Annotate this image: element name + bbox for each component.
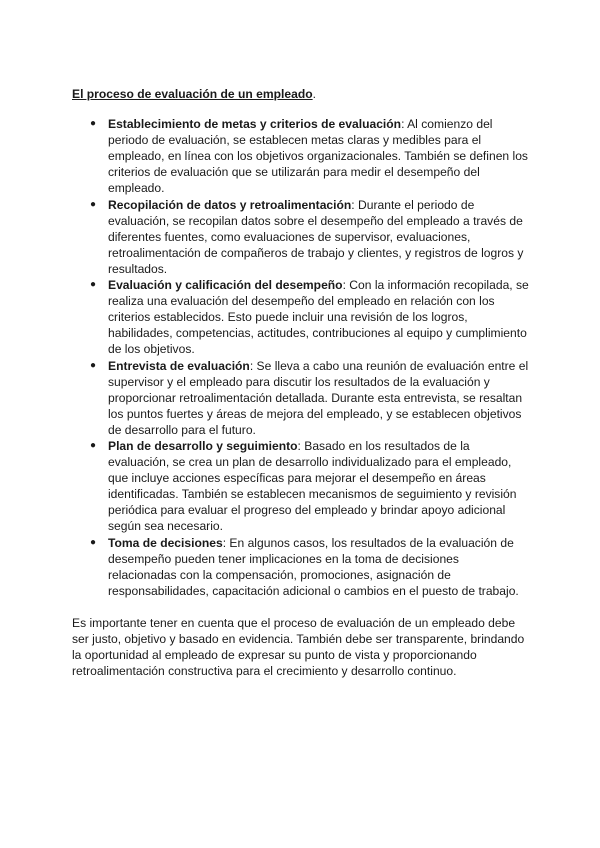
- list-item-text: : Al comienzo del periodo de evaluación, se establecen metas claras y medibles para el empleado, en línea con los objetivos organizacionales. También se definen los criterios de evaluación que se utilizarán para medir el desempeño del empleado.: [108, 117, 528, 196]
- list-item-text: : Se lleva a cabo una reunión de evaluación entre el supervisor y el empleado para discutir los resultados de la evaluación y proporcionar retroalimentación detallada. Durante esta entrevista, se resaltan los puntos fuertes y áreas de mejora del empleado, y se establecen objetivos de desarrollo para el futuro.: [108, 358, 529, 437]
- bullet-icon: ●: [90, 279, 97, 291]
- bullet-icon: ●: [90, 118, 97, 130]
- list-item-heading: Evaluación y calificación del desempeño: [108, 278, 343, 293]
- list-item: [90, 277, 530, 357]
- list-item: [90, 438, 530, 535]
- document-title: [72, 86, 530, 102]
- list-item: [90, 197, 530, 277]
- list-item-heading: Establecimiento de metas y criterios de evaluación: [108, 117, 402, 132]
- list-item-heading: Toma de decisiones: [108, 535, 223, 550]
- document-title-suffix: .: [312, 87, 316, 101]
- list-item-text: : Basado en los resultados de la evaluación, se crea un plan de desarrollo individualizado para el empleado, que incluye acciones específicas para mejorar el desempeño en áreas identificadas. También se establecen mecanismos de seguimiento y revisión periódica para evaluar el progreso del empleado y brindar apoyo adicional según sea necesario.: [108, 438, 517, 534]
- bullet-icon: ●: [90, 198, 97, 210]
- list-item-text: : En algunos casos, los resultados de la evaluación de desempeño pueden tener implicaciones en la toma de decisiones relacionadas con la compensación, promociones, asignación de responsabilidades, capacitación adicional o cambios en el puesto de trabajo.: [108, 535, 519, 598]
- list-item-heading: Entrevista de evaluación: [108, 358, 250, 373]
- bullet-icon: ●: [90, 536, 97, 548]
- bullet-list: [72, 116, 530, 599]
- list-item-heading: Recopilación de datos y retroalimentación: [108, 197, 352, 212]
- document-title-text: El proceso de evaluación de un empleado: [72, 87, 313, 101]
- list-item: [90, 535, 530, 599]
- list-item: [90, 116, 530, 196]
- list-item-text: : Durante el periodo de evaluación, se recopilan datos sobre el desempeño del empleado a través de diferentes fuentes, como evaluaciones de supervisor, evaluaciones, retroalimentación de compañeros de trabajo y clientes, y registros de logros y resultados.: [108, 197, 524, 276]
- document-body: [72, 86, 530, 679]
- list-item-text: : Con la información recopilada, se realiza una evaluación del desempeño del empleado en relación con los criterios establecidos. Esto puede incluir una revisión de los logros, habilidades, competencias, actitudes, contribuciones al equipo y cumplimiento de los objetivos.: [108, 278, 529, 357]
- bullet-icon: ●: [90, 359, 97, 371]
- list-item: [90, 358, 530, 438]
- closing-paragraph: Es importante tener en cuenta que el proceso de evaluación de un empleado debe ser justo, objetivo y basado en evidencia. También debe ser transparente, brindando la oportunidad al empleado de expresar su punto de vista y proporcionando retroalimentación constructiva para el crecimiento y desarrollo continuo.: [72, 615, 525, 679]
- list-item-heading: Plan de desarrollo y seguimiento: [108, 438, 298, 453]
- bullet-icon: ●: [90, 439, 97, 451]
